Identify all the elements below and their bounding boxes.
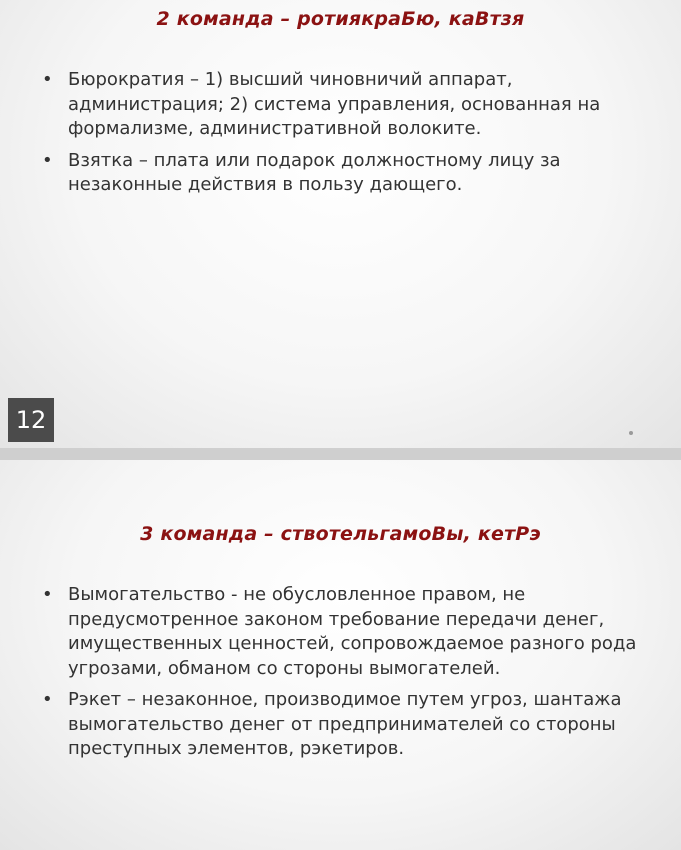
slide-title: 2 команда – ротиякраБю, каВтзя: [156, 8, 525, 30]
bullet-text: Рэкет – незаконное, производимое путем угроз, шантажа вымогательство денег от предпринимателей со стороны преступных элементов, рэкетиров.: [68, 689, 622, 759]
decorative-dot-icon: [629, 431, 633, 435]
bullet-icon: •: [42, 689, 53, 710]
bullet-text: Взятка – плата или подарок должностному лицу за незаконные действия в пользу дающего.: [68, 149, 561, 195]
slide-number: 12: [8, 398, 54, 442]
bullet-icon: •: [42, 149, 53, 171]
slide-title: 3 команда – ствотельгамоВы, кетРэ: [140, 523, 541, 545]
bullet-icon: •: [42, 584, 53, 605]
bullet-item: [40, 68, 640, 142]
bullet-item: [40, 149, 640, 198]
bullet-list: [40, 68, 640, 205]
bullet-list: [40, 583, 640, 769]
bullet-item: [40, 688, 640, 762]
slide-2: [0, 460, 681, 850]
bullet-text: Вымогательство - не обусловленное правом, не предусмотренное законом требование передачи денег, имущественных ценностей, сопровождаемое разного рода угрозами, обманом со стороны вымогателей.: [68, 584, 637, 679]
bullet-text: Бюрократия – 1) высший чиновничий аппарат, администрация; 2) система управления, основанная на формализме, административной волоките.: [68, 69, 601, 139]
bullet-item: [40, 583, 640, 681]
slide-divider: [0, 448, 681, 460]
bullet-icon: •: [42, 69, 53, 90]
